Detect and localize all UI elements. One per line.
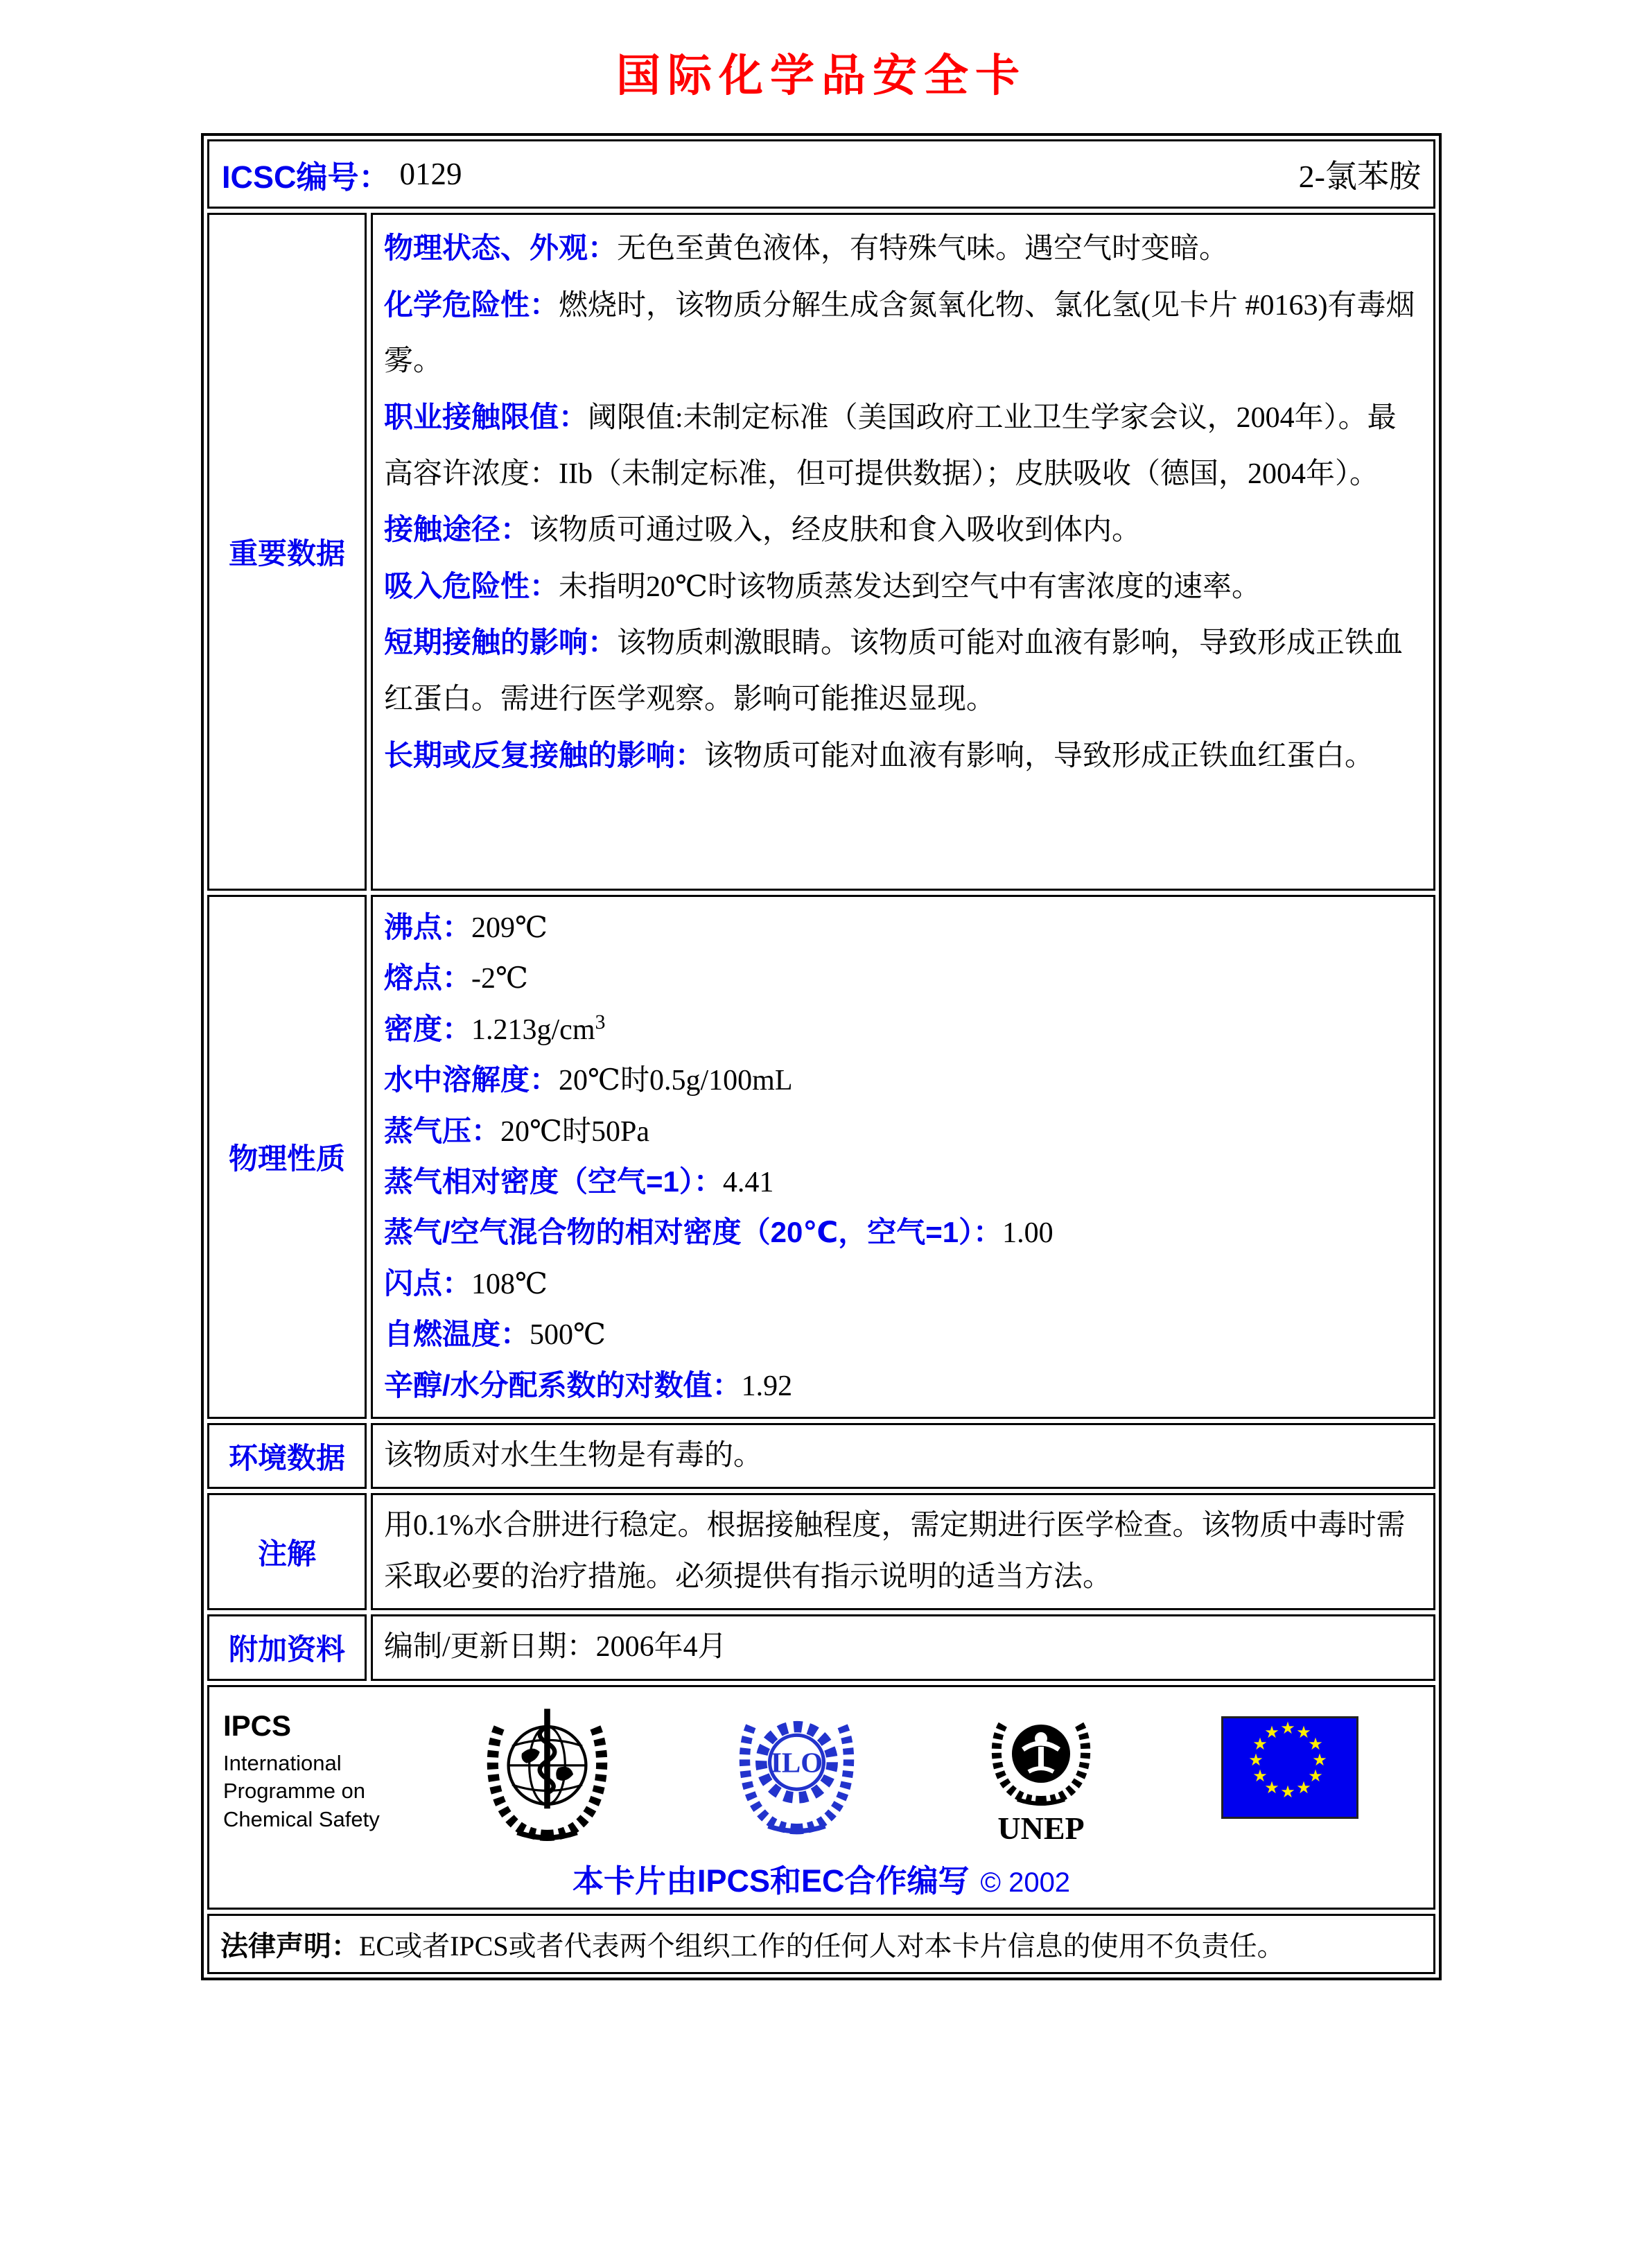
svg-text:★: ★ bbox=[1252, 1735, 1268, 1754]
physical-item: 辛醇/水分配系数的对数值：1.92 bbox=[384, 1368, 793, 1402]
physical-item: 蒸气相对密度（空气=1）：4.41 bbox=[384, 1164, 774, 1198]
footer-logos-row bbox=[207, 1685, 1435, 1910]
physical-item: 沸点：209℃ bbox=[384, 911, 548, 944]
physical-item: 自燃温度：500℃ bbox=[384, 1318, 606, 1352]
section-environmental-data bbox=[207, 1423, 1435, 1490]
physical-properties-heading: 物理性质 bbox=[207, 895, 367, 1419]
important-item: 短期接触的影响：该物质刺激眼睛。该物质可能对血液有影响，导致形成正铁血红蛋白。需进行医学观察。影响可能推迟显现。 bbox=[384, 626, 1404, 715]
svg-text:★: ★ bbox=[1296, 1779, 1311, 1797]
unep-logo bbox=[972, 1697, 1110, 1846]
additional-info-content: 编制/更新日期：2006年4月 bbox=[371, 1614, 1435, 1681]
physical-item: 闪点：108℃ bbox=[384, 1266, 548, 1300]
section-notes bbox=[207, 1493, 1435, 1610]
additional-info-heading: 附加资料 bbox=[207, 1614, 367, 1681]
physical-item: 蒸气/空气混合物的相对密度（20℃，空气=1）：1.00 bbox=[384, 1216, 1054, 1250]
icsc-card bbox=[201, 133, 1442, 1980]
important-item: 化学危险性：燃烧时，该物质分解生成含氮氧化物、氯化氢(见卡片 #0163)有毒烟雾。 bbox=[384, 288, 1415, 378]
environmental-data-heading: 环境数据 bbox=[207, 1423, 367, 1490]
important-item: 物理状态、外观：无色至黄色液体，有特殊气味。遇空气时变暗。 bbox=[384, 232, 1229, 265]
physical-properties-content bbox=[371, 895, 1435, 1419]
physical-item: 熔点：-2℃ bbox=[384, 961, 528, 995]
svg-text:★: ★ bbox=[1308, 1735, 1323, 1754]
svg-text:★: ★ bbox=[1308, 1767, 1323, 1786]
legal-row bbox=[207, 1914, 1435, 1974]
icsc-number-value: 0129 bbox=[399, 157, 462, 191]
physical-item: 密度：$1.213g/cm^3$ bbox=[384, 1010, 606, 1046]
unep-label: UNEP bbox=[997, 1810, 1085, 1846]
section-important-data bbox=[207, 213, 1435, 891]
important-item: 职业接触限值：阈限值:未制定标准（美国政府工业卫生学家会议，2004年）。最高容许浓度：IIb（未制定标准，但可提供数据）；皮肤吸收（德国，2004年）。 bbox=[384, 400, 1397, 490]
svg-text:ILO: ILO bbox=[770, 1746, 823, 1779]
important-data-content bbox=[371, 213, 1435, 891]
physical-item: 水中溶解度：20℃时0.5g/100mL bbox=[384, 1063, 793, 1097]
legal-label: 法律声明： bbox=[220, 1930, 359, 1962]
who-logo bbox=[473, 1697, 622, 1846]
svg-text:★: ★ bbox=[1280, 1783, 1295, 1802]
copyright: © 2002 bbox=[980, 1867, 1071, 1898]
icsc-number-label: ICSC编号： bbox=[222, 159, 390, 195]
section-additional-info bbox=[207, 1614, 1435, 1681]
svg-text:★: ★ bbox=[1264, 1723, 1279, 1742]
svg-text:★: ★ bbox=[1296, 1723, 1311, 1742]
footer-caption: 本卡片由IPCS和EC合作编写 © 2002 bbox=[572, 1863, 1071, 1899]
header-cell bbox=[207, 139, 1435, 209]
svg-text:★: ★ bbox=[1280, 1719, 1295, 1738]
notes-heading: 注解 bbox=[207, 1493, 367, 1610]
svg-text:★: ★ bbox=[1252, 1767, 1268, 1786]
legal-text: EC或者IPCS或者代表两个组织工作的任何人对本卡片信息的使用不负责任。 bbox=[359, 1930, 1285, 1962]
page-title: 国际化学品安全卡 bbox=[616, 51, 1026, 101]
ilo-logo bbox=[726, 1697, 868, 1839]
svg-text:★: ★ bbox=[1264, 1779, 1279, 1797]
important-data-heading: 重要数据 bbox=[207, 213, 367, 891]
svg-text:★: ★ bbox=[1248, 1751, 1264, 1770]
ipcs-acronym: IPCS bbox=[223, 1709, 292, 1742]
chemical-name: 2-氯苯胺 bbox=[1298, 159, 1421, 194]
svg-text:★: ★ bbox=[1312, 1751, 1327, 1770]
physical-item: 蒸气压：20℃时50Pa bbox=[384, 1114, 649, 1148]
header-row bbox=[207, 139, 1435, 209]
environmental-data-content: 该物质对水生生物是有毒的。 bbox=[371, 1423, 1435, 1490]
section-physical-properties bbox=[207, 895, 1435, 1419]
ipcs-text-block: IPCS International Programme on Chemical Safety bbox=[223, 1709, 396, 1833]
density-exponent: 3 bbox=[595, 1010, 606, 1033]
important-item: 长期或反复接触的影响：该物质可能对血液有影响，导致形成正铁血红蛋白。 bbox=[384, 738, 1374, 772]
important-item: 吸入危险性：未指明20℃时该物质蒸发达到空气中有害浓度的速率。 bbox=[384, 569, 1261, 603]
logos-strip bbox=[223, 1697, 1419, 1846]
footer-logos-cell bbox=[207, 1685, 1435, 1910]
legal-cell bbox=[207, 1914, 1435, 1974]
notes-content: 用0.1%水合肼进行稳定。根据接触程度，需定期进行医学检查。该物质中毒时需采取必要的治疗措施。必须提供有指示说明的适当方法。 bbox=[371, 1493, 1435, 1610]
eu-flag bbox=[1221, 1716, 1358, 1819]
important-item: 接触途径：该物质可通过吸入，经皮肤和食入吸收到体内。 bbox=[384, 513, 1142, 547]
